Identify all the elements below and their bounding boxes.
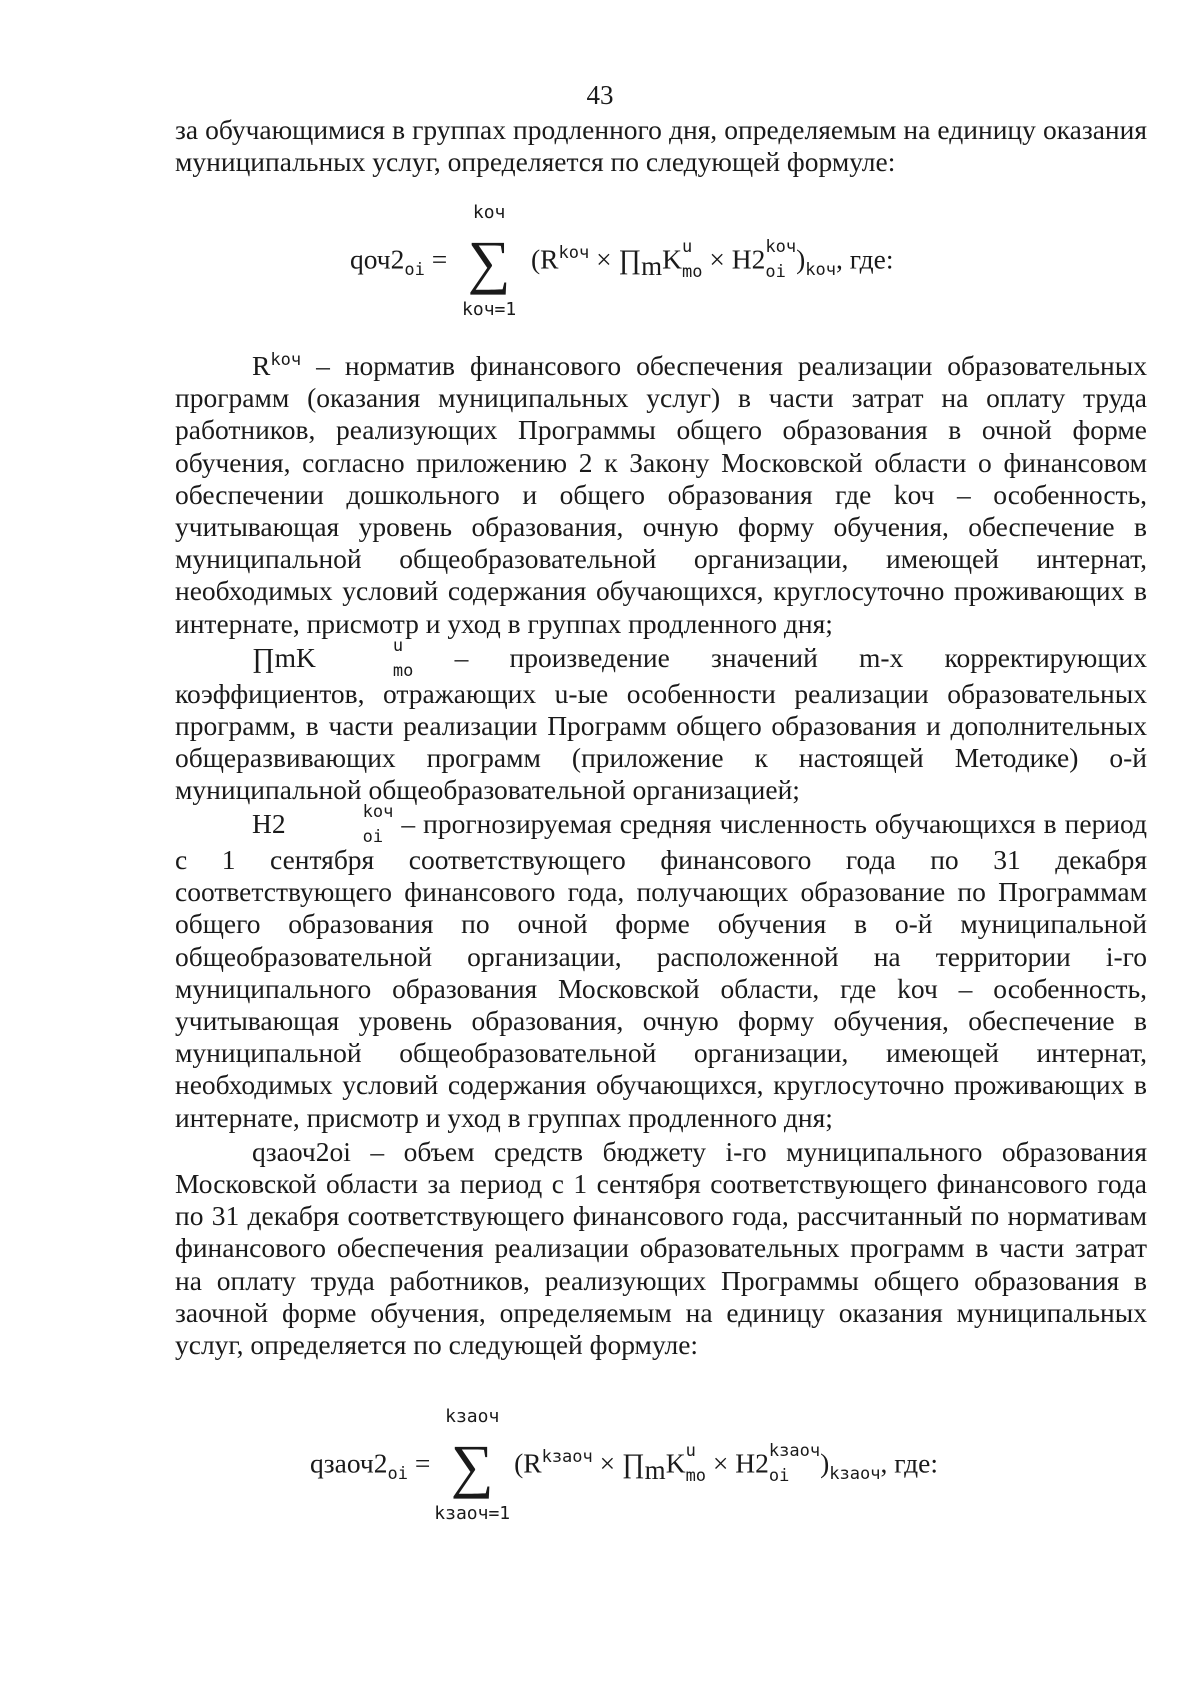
def2-scripts bbox=[316, 635, 414, 681]
formula2-sum-lower-limit: kзаоч=1 bbox=[434, 1503, 511, 1524]
formula1-k-sup: u bbox=[682, 237, 693, 257]
definition-prod-k bbox=[175, 635, 1147, 807]
def2-sup: u bbox=[392, 635, 404, 656]
formula1-lhs-sub: oi bbox=[404, 259, 425, 280]
formula2-k-sub: mo bbox=[685, 1466, 707, 1486]
formula2-h-sub: oi bbox=[768, 1466, 790, 1486]
definition-qzaoch2 bbox=[175, 1136, 1147, 1361]
formula1-equals: = bbox=[431, 243, 448, 275]
formula1-k-sub: mo bbox=[682, 262, 703, 282]
sigma-icon: ∑ bbox=[467, 229, 511, 295]
formula1-m-sub: m bbox=[641, 250, 663, 281]
def2-sub: mo bbox=[392, 660, 414, 681]
formula1-sum-lower-limit: kоч=1 bbox=[462, 299, 517, 320]
formula1-lhs: qоч2 bbox=[350, 243, 405, 275]
formula2-times-prod: × ∏ bbox=[592, 1447, 645, 1479]
formula-qzaoch2 bbox=[310, 1406, 938, 1524]
def2-symbol-m: m bbox=[274, 641, 297, 673]
def4-text: qзаоч2oi – объем средств бюджету i-го муниципального образования Московской области за период с 1 сентября соответствующего финансового года по 31 декабря соответствующего финансового года, рассчитанный по нормативам финансового обеспечения реализации образовательных программ в части затрат на оплату труда работников, реализующих Программы общего образования в заочной форме обучения, определяемым на единицу оказания муниципальных услуг, определяется по следующей формуле: bbox=[175, 1135, 1147, 1361]
formula1-times-h2: × H2 bbox=[702, 243, 766, 275]
formula1-tail: , где: bbox=[835, 243, 894, 275]
def3-text: – прогнозируемая средняя численность обучающихся в период с 1 сентября соответствующего финансового года по 31 декабря соответствующего финансового года, получающих образование по Программам общего образования по очной форме обучения в o-й муниципальной общеобразовательной организации, расположенной на территории i-го муниципального образования Московской области, где kоч – особенность, учитывающая уровень образования, очную форму обучения, обеспечение в муниципальной общеобразовательной организации, имеющей интернат, необходимых условий содержания обучающихся, круглосуточно проживающих в интернате, присмотр и уход в группах продленного дня; bbox=[175, 808, 1147, 1133]
definition-r-koch bbox=[175, 350, 1147, 640]
formula2-sum-upper-limit: kзаоч bbox=[445, 1406, 500, 1427]
def3-symbol: H2 bbox=[252, 808, 286, 840]
def3-sub: oi bbox=[362, 827, 384, 848]
formula2-equals: = bbox=[414, 1447, 431, 1479]
def2-symbol: ∏ bbox=[252, 641, 275, 673]
formula2-tail: , где: bbox=[880, 1447, 938, 1479]
formula1-close-sub: kоч bbox=[805, 259, 836, 280]
formula2-k-sup: u bbox=[685, 1441, 696, 1461]
formula2-k: K bbox=[665, 1447, 686, 1479]
formula2-m-sub: m bbox=[644, 1454, 666, 1485]
definition-h2-koch bbox=[175, 802, 1147, 1134]
formula1-open: (R bbox=[531, 243, 559, 275]
def3-sup: kоч bbox=[362, 802, 394, 823]
formula2-open: (R bbox=[514, 1447, 542, 1479]
formula2-times-h2: × H2 bbox=[706, 1447, 769, 1479]
formula1-times-prod: × ∏ bbox=[589, 243, 642, 275]
formula2-lhs: qзаоч2 bbox=[310, 1447, 388, 1479]
formula1-k: K bbox=[662, 243, 683, 275]
intro-text: за обучающимися в группах продленного дня, определяемым на единицу оказания муниципальных услуг, определяется по следующей формуле: bbox=[175, 114, 1147, 178]
formula2-close-sub: kзаоч bbox=[829, 1463, 881, 1484]
formula2-lhs-sub: oi bbox=[387, 1463, 408, 1484]
formula1-h-sub: oi bbox=[765, 262, 786, 282]
formula1-h-scripts bbox=[765, 237, 797, 282]
def1-symbol: R bbox=[252, 350, 271, 381]
def2-text: – произведение значений m-х корректирующих коэффициентов, отражающих u-ые особенности реализации образовательных программ, в части реализации Программ общего образования и дополнительных общеразвивающих программ (приложение к настоящей Методике) o-й муниципальной общеобразовательной организацией; bbox=[175, 641, 1147, 806]
formula1-sum-upper-limit: kоч bbox=[472, 202, 506, 223]
formula2-h-sup: kзаоч bbox=[768, 1441, 821, 1461]
intro-paragraph bbox=[175, 114, 1147, 178]
formula1-close: ) bbox=[796, 243, 806, 275]
formula2-r-sup: kзаоч bbox=[541, 1447, 593, 1468]
definitions-block bbox=[175, 350, 1147, 1361]
formula2-sum-operator bbox=[434, 1406, 511, 1524]
formula1-h-sup: kоч bbox=[765, 237, 797, 257]
formula1-sum-operator bbox=[454, 202, 524, 320]
def1-symbol-sup: kоч bbox=[270, 349, 302, 370]
formula2-k-scripts bbox=[685, 1441, 707, 1486]
formula2-close: ) bbox=[820, 1447, 830, 1479]
def3-scripts bbox=[286, 802, 394, 848]
formula1-k-scripts bbox=[682, 237, 703, 282]
def1-text: – норматив финансового обеспечения реализации образовательных программ (оказания муниципальных услуг) в части затрат на оплату труда работников, реализующих Программы общего образования в очной форме обучения, согласно приложению 2 к Закону Московской области о финансовом обеспечении дошкольного и общего образования где kоч – особенность, учитывающая уровень образования, очную форму обучения, обеспечение в муниципальной общеобразовательной организации, имеющей интернат, необходимых условий содержания обучающихся, круглосуточно проживающих в интернате, присмотр и уход в группах продленного дня; bbox=[175, 350, 1147, 639]
formula-qoch2 bbox=[350, 202, 894, 320]
formula2-h-scripts bbox=[768, 1441, 821, 1486]
sigma-icon: ∑ bbox=[450, 1433, 494, 1499]
formula1-r-sup: kоч bbox=[558, 243, 590, 264]
page-number: 43 bbox=[586, 80, 614, 110]
def2-symbol-k: K bbox=[296, 641, 316, 673]
